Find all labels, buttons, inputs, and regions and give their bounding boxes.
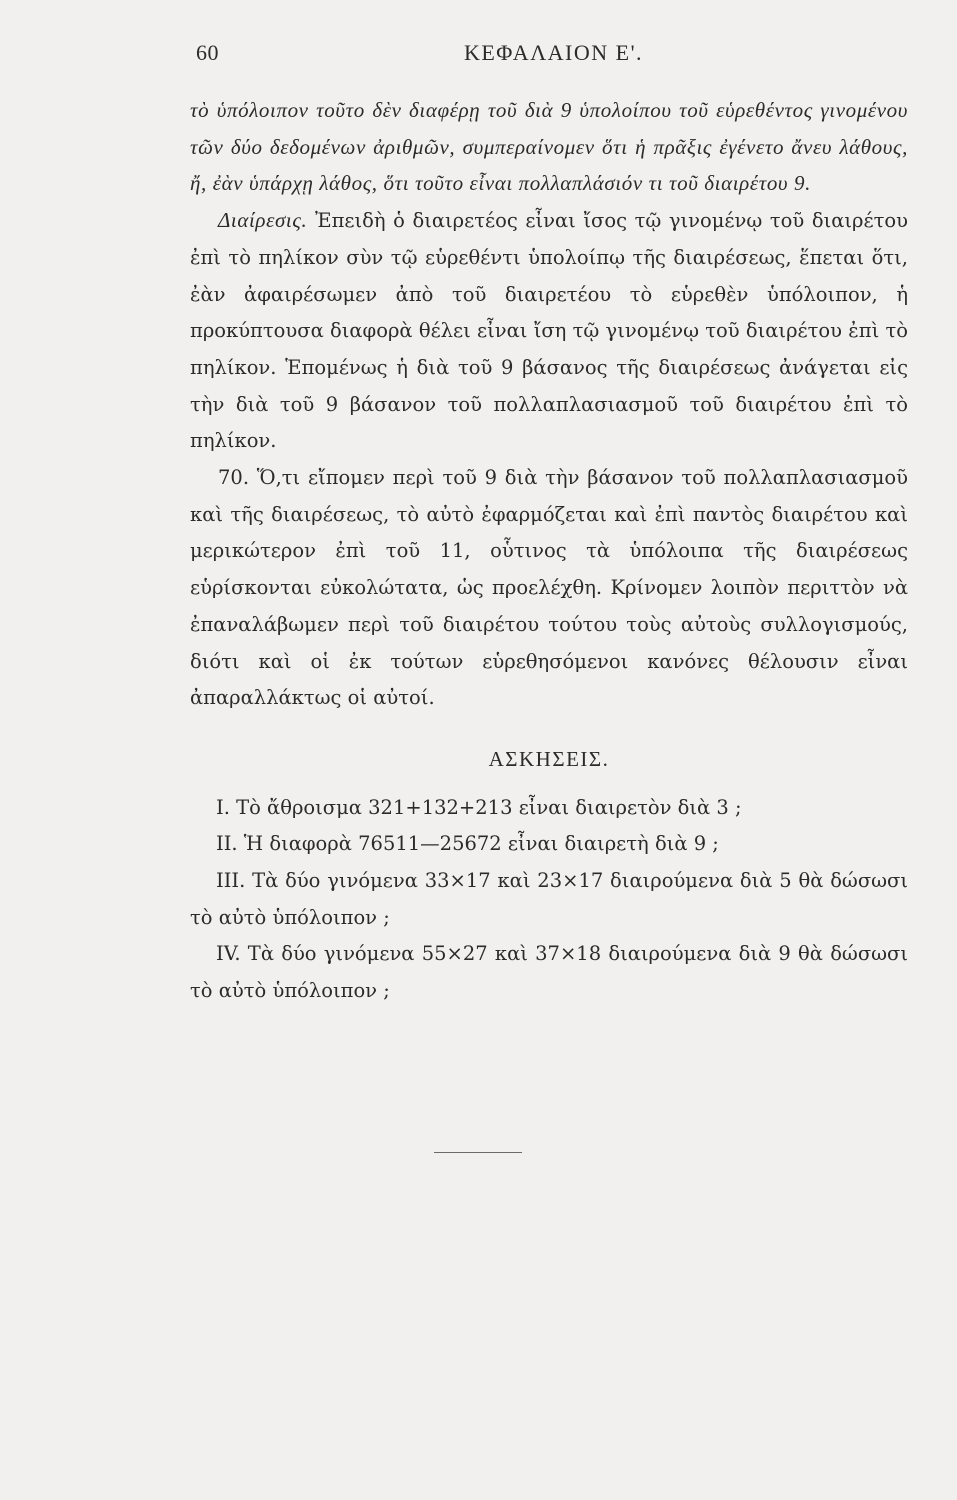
division-text: Ἐπειδὴ ὁ διαιρετέος εἶναι ἴσος τῷ γινομένῳ τοῦ διαιρέτου ἐπὶ τὸ πηλίκον σὺν τῷ εὑρεθέντι ὑπολοίπῳ τῆς διαιρέσεως, ἕπεται ὅτι, ἐὰν ἀφαιρέσωμεν ἀπὸ τοῦ διαιρετέου τὸ εὑρεθὲν ὑπόλοιπον, ἡ προκύπτουσα διαφορὰ θέλει εἶναι ἴση τῷ γινομένῳ τοῦ διαιρέτου ἐπὶ τὸ πηλίκον. Ἑπομένως ἡ διὰ τοῦ 9 βάσανος τῆς διαιρέσεως ἀνάγεται εἰς τὴν διὰ τοῦ 9 βάσανον τοῦ πολλαπλασιασμοῦ τοῦ διαιρέτου ἐπὶ τὸ πηλίκον. — [190, 209, 908, 453]
exercises-heading: ΑΣΚΗΣΕΙΣ. — [488, 746, 610, 771]
page-body — [190, 92, 908, 1010]
paragraph-70: 70. Ὅ,τι εἴπομεν περὶ τοῦ 9 διὰ τὴν βάσανον τοῦ πολλαπλασιασμοῦ καὶ τῆς διαιρέσεως, τὸ αὐτὸ ἐφαρμόζεται καὶ ἐπὶ παντὸς διαιρέτου καὶ μερικώτερον ἐπὶ τοῦ 11, οὗτινος τὰ ὑπόλοιπα τῆς διαιρέσεως εὑρίσκονται εὐκολώτατα, ὡς προελέχθη. Κρίνομεν λοιπὸν περιττὸν νὰ ἐπαναλάβωμεν περὶ τοῦ διαιρέτου τούτου τοὺς αὐτοὺς συλλογισμούς, διότι καὶ οἱ ἐκ τούτων εὑρεθησόμενοι κανόνες θέλουσιν εἶναι ἀπαραλλάκτως οἱ αὐτοί. — [190, 466, 908, 710]
exercise-item-1: I. Τὸ ἄθροισμα 321+132+213 εἶναι διαιρετὸν διὰ 3 ; — [216, 795, 742, 819]
page-number: 60 — [196, 40, 219, 65]
paragraph-division — [190, 202, 908, 460]
running-head — [196, 40, 911, 72]
exercise-item-3: III. Τὰ δύο γινόμενα 33×17 καὶ 23×17 διαιρούμενα διὰ 5 θὰ δώσωσι τὸ αὐτὸ ὑπόλοιπον ; — [190, 869, 908, 929]
paragraph-continuation: τὸ ὑπόλοιπον τοῦτο δὲν διαφέρῃ τοῦ διὰ 9 ὑπολοίπου τοῦ εὑρεθέντος γινομένου τῶν δύο δεδομένων ἀριθμῶν, συμπεραίνομεν ὅτι ἡ πρᾶξις ἐγένετο ἄνευ λάθους, ἤ, ἐὰν ὑπάρχῃ λάθος, ὅτι τοῦτο εἶναι πολλαπλάσιόν τι τοῦ διαιρέτου 9. — [190, 98, 908, 196]
exercise-item-4: IV. Τὰ δύο γινόμενα 55×27 καὶ 37×18 διαιρούμενα διὰ 9 θὰ δώσωσι τὸ αὐτὸ ὑπόλοιπον ; — [190, 942, 908, 1003]
exercise-item-2: II. Ἡ διαφορὰ 76511—25672 εἶναι διαιρετὴ διὰ 9 ; — [216, 832, 719, 856]
closing-rule — [434, 1152, 522, 1153]
division-lead-term: Διαίρεσις. — [218, 208, 308, 233]
chapter-title: ΚΕΦΑΛΑΙΟΝ Ε'. — [463, 40, 644, 65]
